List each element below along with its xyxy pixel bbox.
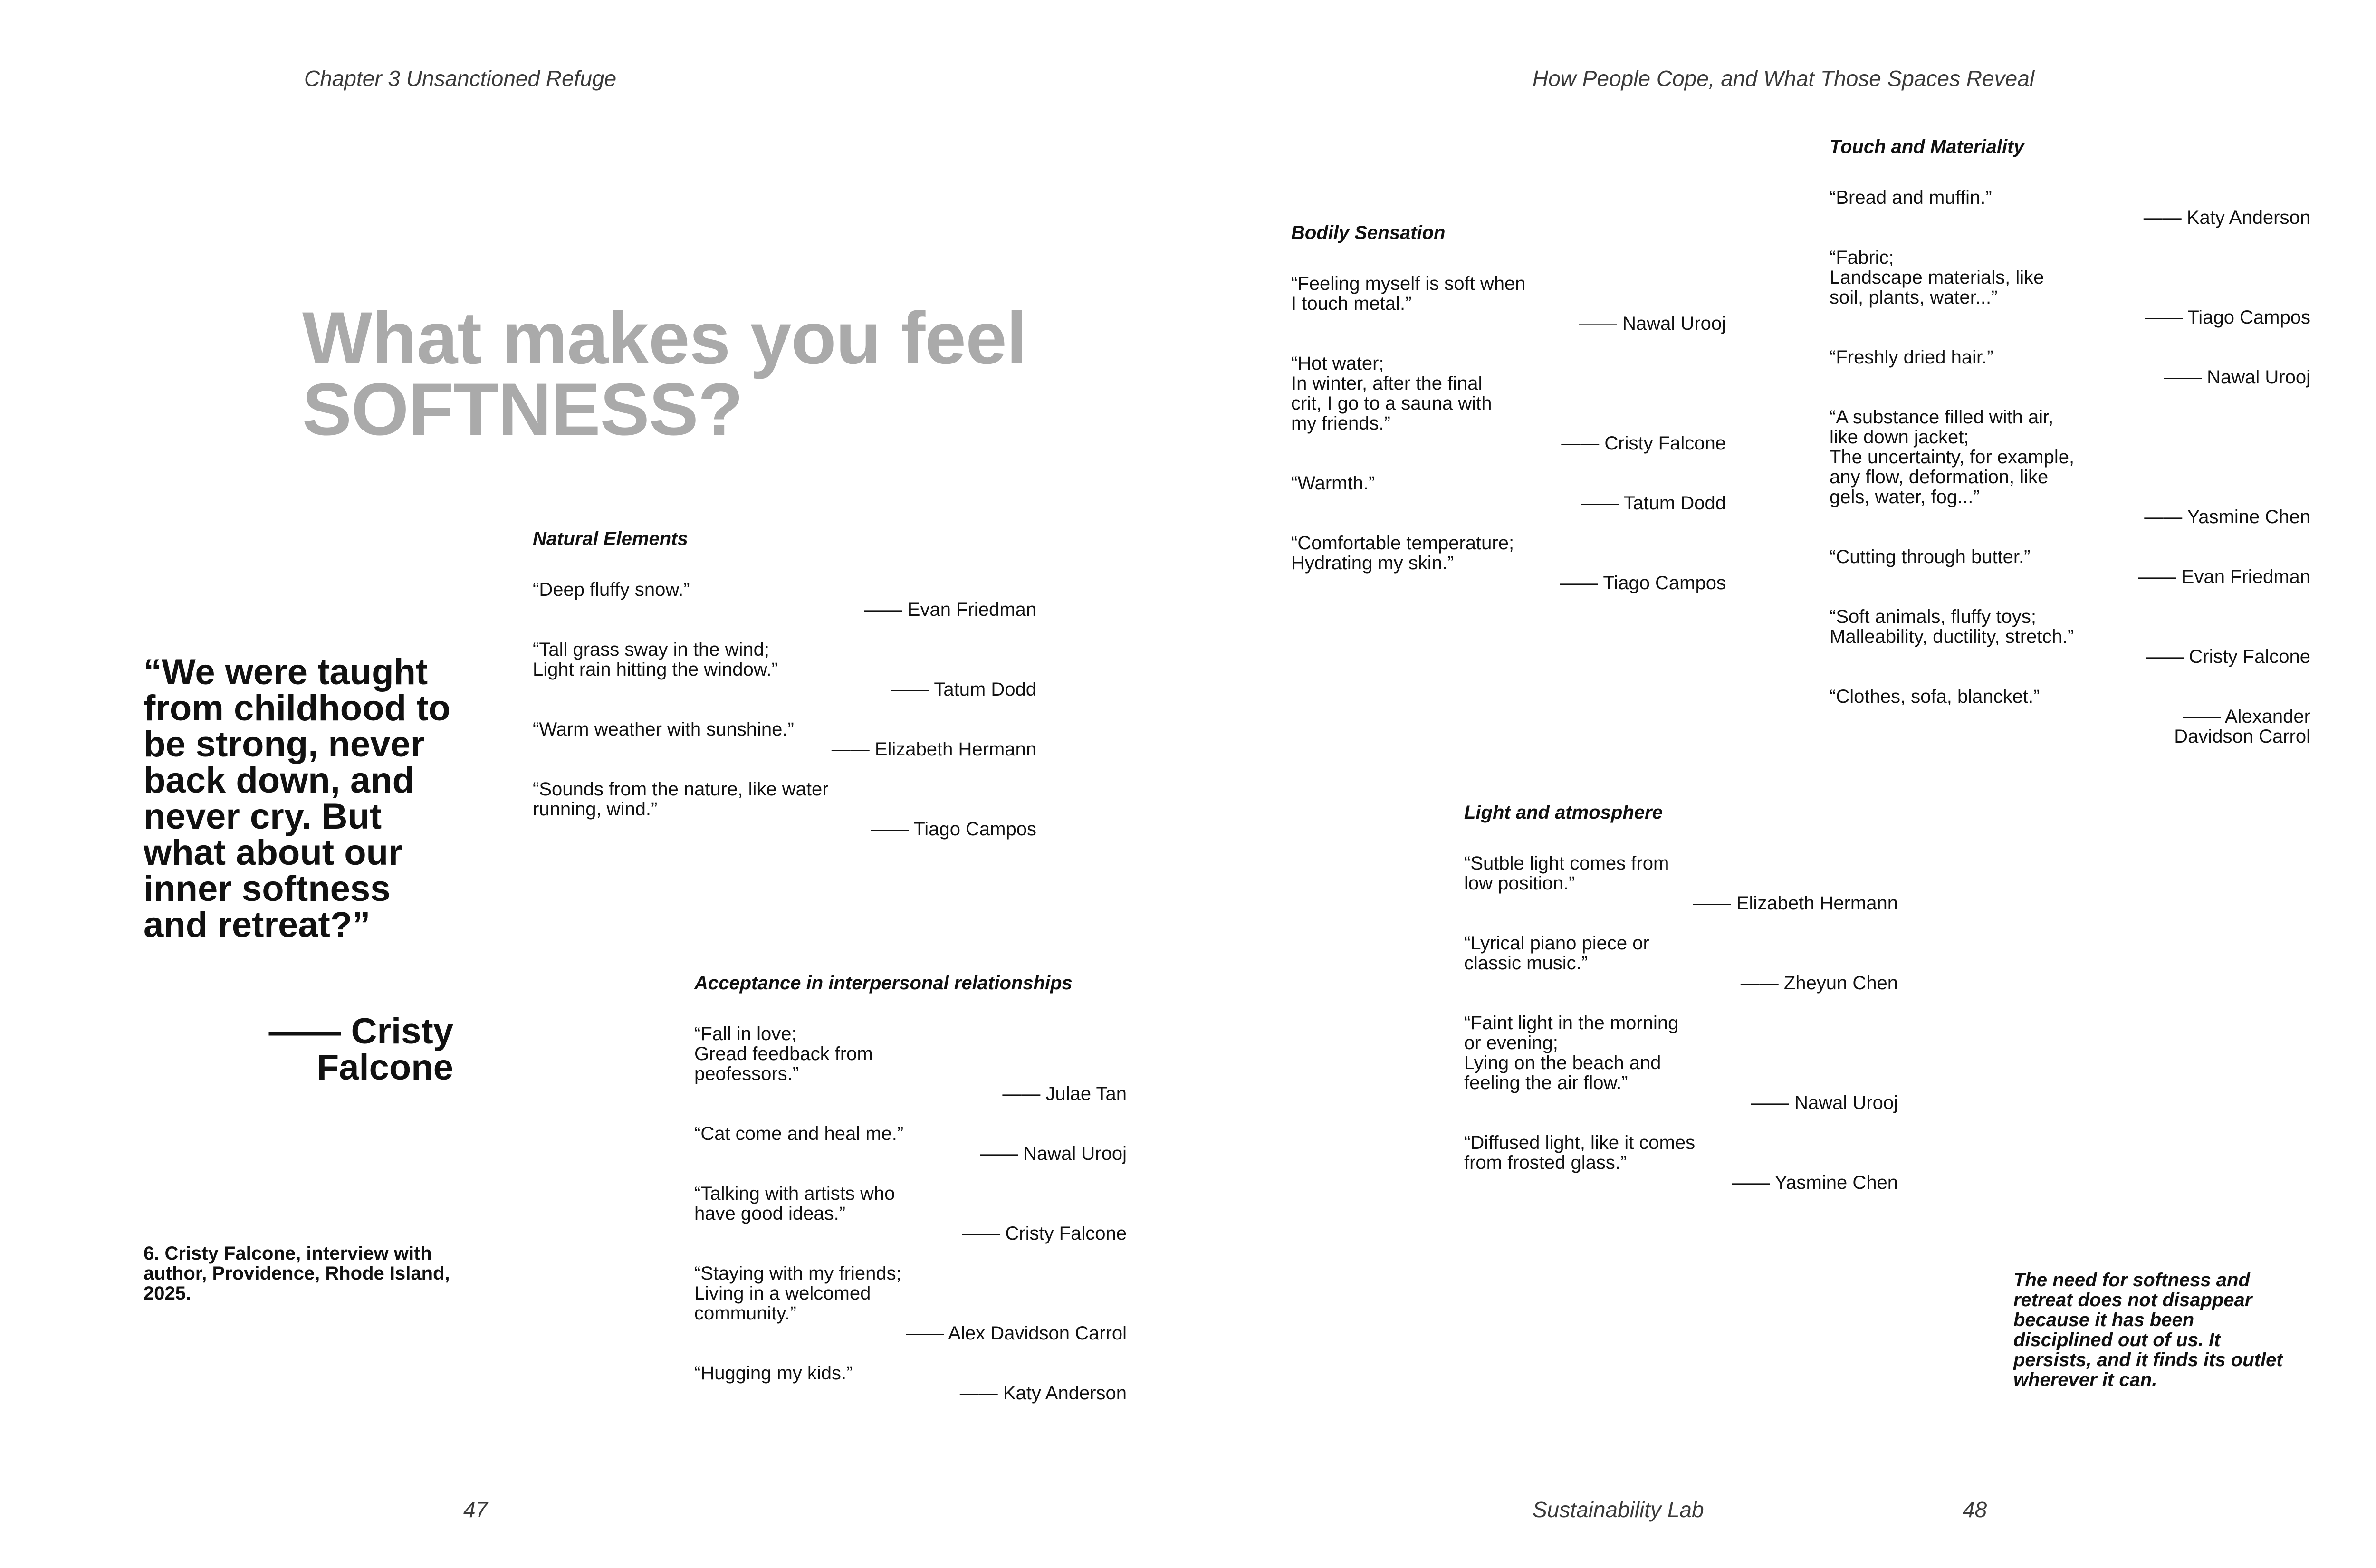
quote-line: “Clothes, sofa, blancket.” bbox=[1830, 686, 2040, 707]
quote-attribution bbox=[1464, 1173, 1898, 1193]
quote-attribution bbox=[1830, 567, 2310, 587]
quote-attribution bbox=[1291, 433, 1726, 453]
pull-quote-attribution: —— Cristy Falcone bbox=[268, 1011, 453, 1088]
section-title: Bodily Sensation bbox=[1291, 222, 1446, 243]
quote-line: “Warm weather with sunshine.” bbox=[533, 719, 794, 740]
quote-line: “Feeling myself is soft when bbox=[1291, 273, 1526, 294]
quote-line: In winter, after the final bbox=[1291, 373, 1483, 394]
quote-block bbox=[533, 640, 1036, 699]
attribution-line: —— Cristy Falcone bbox=[2146, 646, 2310, 667]
quote-attribution bbox=[1291, 493, 1726, 513]
quote-block bbox=[694, 1263, 1127, 1343]
quote-list bbox=[533, 580, 1036, 839]
quote-line: “Warmth.” bbox=[1291, 473, 1375, 494]
attribution-line: —— Nawal Urooj bbox=[980, 1143, 1127, 1164]
attribution-line: —— Katy Anderson bbox=[959, 1383, 1127, 1404]
quote-text bbox=[694, 1263, 1127, 1323]
quote-block bbox=[1830, 687, 2310, 746]
quote-attribution bbox=[1830, 647, 2310, 667]
quote-attribution bbox=[533, 819, 1036, 839]
attribution-line: —— Cristy Falcone bbox=[1561, 433, 1726, 454]
closing-note: The need for softness and retreat does not disappear because it has been disciplined out of us. It persists, and it finds its outlet wherever it can. bbox=[2013, 1270, 2283, 1390]
attribution-line: —— Tiago Campos bbox=[870, 819, 1036, 840]
quote-attribution bbox=[694, 1383, 1127, 1403]
quote-attribution bbox=[694, 1084, 1127, 1104]
quote-text bbox=[1464, 1133, 1898, 1173]
quote-block bbox=[1291, 354, 1726, 453]
quote-text bbox=[533, 719, 1036, 739]
quote-line: “Staying with my friends; bbox=[694, 1263, 901, 1284]
quote-block bbox=[1291, 473, 1726, 513]
quote-text bbox=[1291, 533, 1726, 573]
section-natural-elements bbox=[533, 528, 1036, 839]
attribution-line: —— Tiago Campos bbox=[2144, 307, 2310, 328]
title-line-1: What makes you feel bbox=[302, 297, 1027, 380]
pull-quote: “We were taught from childhood to be strong, never back down, and never cry. But what about our inner softness and retreat?” bbox=[144, 652, 450, 945]
quote-line: “Cutting through butter.” bbox=[1830, 546, 2031, 567]
quote-attribution bbox=[694, 1144, 1127, 1164]
quote-block bbox=[533, 719, 1036, 759]
attribution-line: —— Yasmine Chen bbox=[1732, 1172, 1898, 1193]
quote-text bbox=[1830, 607, 2310, 647]
quote-line: “Bread and muffin.” bbox=[1830, 187, 1992, 208]
quote-text bbox=[533, 779, 1036, 819]
page-number-left: 47 bbox=[463, 1497, 488, 1522]
quote-attribution bbox=[1464, 893, 1898, 913]
quote-block bbox=[1291, 533, 1726, 593]
section-bodily-sensation bbox=[1291, 222, 1726, 593]
section-title: Light and atmosphere bbox=[1464, 802, 1663, 823]
footer-label: Sustainability Lab bbox=[1533, 1497, 1704, 1522]
quote-line: “Diffused light, like it comes bbox=[1464, 1132, 1696, 1153]
section-touch-materiality bbox=[1830, 136, 2310, 746]
quote-line: “Freshly dried hair.” bbox=[1830, 347, 1993, 368]
section-title: Natural Elements bbox=[533, 528, 688, 549]
quote-list bbox=[1830, 188, 2310, 746]
attribution-line: —— Katy Anderson bbox=[2143, 207, 2310, 228]
quote-list bbox=[1464, 853, 1898, 1193]
quote-block bbox=[1464, 1133, 1898, 1193]
quote-text bbox=[694, 1184, 1127, 1224]
quote-line: Lying on the beach and bbox=[1464, 1052, 1661, 1073]
quote-text bbox=[533, 640, 1036, 679]
quote-line: feeling the air flow.” bbox=[1464, 1072, 1628, 1093]
quote-attribution bbox=[1291, 573, 1726, 593]
quote-text bbox=[1830, 248, 2310, 307]
quote-text bbox=[1464, 1013, 1898, 1093]
attribution-line: —— Tatum Dodd bbox=[1580, 493, 1726, 514]
quote-line: “Hot water; bbox=[1291, 353, 1384, 374]
quote-line: crit, I go to a sauna with bbox=[1291, 393, 1492, 414]
quote-line: Light rain hitting the window.” bbox=[533, 659, 778, 680]
section-light-atmosphere bbox=[1464, 802, 1898, 1193]
quote-line: “A substance filled with air, bbox=[1830, 407, 2054, 428]
quote-list bbox=[1291, 274, 1726, 593]
quote-line: community.” bbox=[694, 1303, 796, 1324]
section-title: Touch and Materiality bbox=[1830, 136, 2024, 157]
quote-line: “Cat come and heal me.” bbox=[694, 1123, 904, 1144]
quote-line: like down jacket; bbox=[1830, 427, 1969, 448]
quote-text bbox=[694, 1024, 1127, 1084]
quote-line: peofessors.” bbox=[694, 1063, 799, 1084]
quote-line: I touch metal.” bbox=[1291, 293, 1412, 314]
running-head-right: How People Cope, and What Those Spaces Reveal bbox=[1533, 66, 2035, 91]
quote-attribution bbox=[1830, 367, 2310, 387]
quote-line: “Faint light in the morning bbox=[1464, 1013, 1679, 1033]
quote-attribution bbox=[694, 1224, 1127, 1243]
quote-block bbox=[1830, 347, 2310, 387]
quote-text bbox=[1291, 473, 1726, 493]
quote-line: Living in a welcomed bbox=[694, 1283, 871, 1304]
section-acceptance bbox=[694, 973, 1127, 1403]
quote-line: gels, water, fog...” bbox=[1830, 487, 1980, 507]
attribution-line: —— Nawal Urooj bbox=[1579, 313, 1726, 334]
quote-text bbox=[1830, 407, 2310, 507]
quote-block bbox=[1291, 274, 1726, 334]
running-head-left: Chapter 3 Unsanctioned Refuge bbox=[304, 66, 617, 91]
attribution-line: —— Julae Tan bbox=[1002, 1083, 1127, 1104]
quote-line: classic music.” bbox=[1464, 953, 1588, 974]
attribution-line: —— Nawal Urooj bbox=[2164, 367, 2310, 388]
quote-line: Hydrating my skin.” bbox=[1291, 553, 1454, 574]
quote-list bbox=[694, 1024, 1127, 1403]
attribution-line: —— Cristy Falcone bbox=[962, 1223, 1127, 1244]
quote-line: from frosted glass.” bbox=[1464, 1152, 1627, 1173]
quote-text bbox=[1464, 853, 1898, 893]
quote-block bbox=[1464, 933, 1898, 993]
quote-line: any flow, deformation, like bbox=[1830, 467, 2049, 488]
quote-block bbox=[1830, 188, 2310, 228]
quote-block bbox=[694, 1363, 1127, 1403]
quote-block bbox=[533, 779, 1036, 839]
quote-text bbox=[1464, 933, 1898, 973]
quote-line: soil, plants, water...” bbox=[1830, 287, 1998, 308]
quote-line: “Talking with artists who bbox=[694, 1183, 895, 1204]
quote-block bbox=[1830, 607, 2310, 667]
quote-attribution bbox=[1464, 1093, 1898, 1113]
quote-block bbox=[1464, 1013, 1898, 1113]
quote-line: my friends.” bbox=[1291, 413, 1390, 434]
attribution-line: —— Nawal Urooj bbox=[1751, 1092, 1898, 1113]
footnote: 6. Cristy Falcone, interview with author, Providence, Rhode Island, 2025. bbox=[144, 1243, 450, 1304]
attribution-line: Davidson Carrol bbox=[2174, 726, 2310, 747]
quote-attribution bbox=[533, 679, 1036, 699]
quote-line: “Sutble light comes from bbox=[1464, 853, 1669, 874]
quote-block bbox=[1830, 407, 2310, 527]
quote-text bbox=[694, 1124, 1127, 1144]
quote-attribution bbox=[1830, 208, 2310, 228]
attribution-line: —— Evan Friedman bbox=[864, 599, 1036, 620]
quote-block bbox=[694, 1024, 1127, 1104]
quote-text bbox=[694, 1363, 1127, 1383]
quote-block bbox=[533, 580, 1036, 620]
section-title: Acceptance in interpersonal relationships bbox=[694, 973, 1073, 994]
attribution-line: —— Elizabeth Hermann bbox=[831, 739, 1036, 760]
attribution-line: —— Tiago Campos bbox=[1560, 573, 1726, 593]
attribution-line: —— Alex Davidson Carrol bbox=[906, 1323, 1127, 1344]
page-number-right: 48 bbox=[1963, 1497, 1987, 1522]
quote-line: Landscape materials, like bbox=[1830, 267, 2044, 288]
quote-attribution bbox=[1291, 314, 1726, 334]
attribution-line: —— Elizabeth Hermann bbox=[1693, 893, 1898, 914]
attribution-line: —— Tatum Dodd bbox=[891, 679, 1036, 700]
quote-line: The uncertainty, for example, bbox=[1830, 447, 2075, 468]
quote-line: “Lyrical piano piece or bbox=[1464, 933, 1649, 954]
page-title bbox=[302, 297, 1027, 451]
quote-line: “Comfortable temperature; bbox=[1291, 533, 1514, 554]
quote-text bbox=[1291, 354, 1726, 433]
quote-text bbox=[1830, 347, 2310, 367]
quote-text bbox=[1291, 274, 1726, 314]
quote-block bbox=[1464, 853, 1898, 913]
quote-block bbox=[1830, 248, 2310, 327]
quote-text bbox=[533, 580, 1036, 600]
quote-attribution bbox=[533, 600, 1036, 620]
quote-line: have good ideas.” bbox=[694, 1203, 846, 1224]
attribution-line: —— Alexander bbox=[2182, 706, 2310, 727]
quote-line: Gread feedback from bbox=[694, 1043, 873, 1064]
quote-line: “Sounds from the nature, like water bbox=[533, 779, 829, 800]
attribution-line: —— Evan Friedman bbox=[2138, 566, 2310, 587]
quote-text bbox=[1830, 687, 2310, 707]
quote-attribution bbox=[1464, 973, 1898, 993]
attribution-line: —— Yasmine Chen bbox=[2144, 507, 2310, 527]
quote-text bbox=[1830, 547, 2310, 567]
quote-block bbox=[694, 1124, 1127, 1164]
quote-line: or evening; bbox=[1464, 1033, 1558, 1053]
quote-line: low position.” bbox=[1464, 873, 1575, 894]
quote-attribution bbox=[533, 739, 1036, 759]
quote-line: “Fall in love; bbox=[694, 1023, 797, 1044]
quote-line: running, wind.” bbox=[533, 799, 658, 820]
attribution-line: —— Zheyun Chen bbox=[1740, 973, 1898, 994]
quote-line: “Tall grass sway in the wind; bbox=[533, 639, 769, 660]
quote-block bbox=[1830, 547, 2310, 587]
quote-block bbox=[694, 1184, 1127, 1243]
quote-attribution bbox=[694, 1323, 1127, 1343]
quote-line: Malleability, ductility, stretch.” bbox=[1830, 626, 2074, 647]
quote-line: “Fabric; bbox=[1830, 247, 1894, 268]
quote-line: “Deep fluffy snow.” bbox=[533, 579, 690, 600]
quote-text bbox=[1830, 188, 2310, 208]
quote-attribution bbox=[1830, 307, 2310, 327]
quote-attribution bbox=[1830, 507, 2310, 527]
title-line-2: SOFTNESS? bbox=[302, 368, 743, 451]
quote-attribution bbox=[1830, 707, 2310, 746]
quote-line: “Soft animals, fluffy toys; bbox=[1830, 606, 2036, 627]
quote-line: “Hugging my kids.” bbox=[694, 1363, 853, 1384]
